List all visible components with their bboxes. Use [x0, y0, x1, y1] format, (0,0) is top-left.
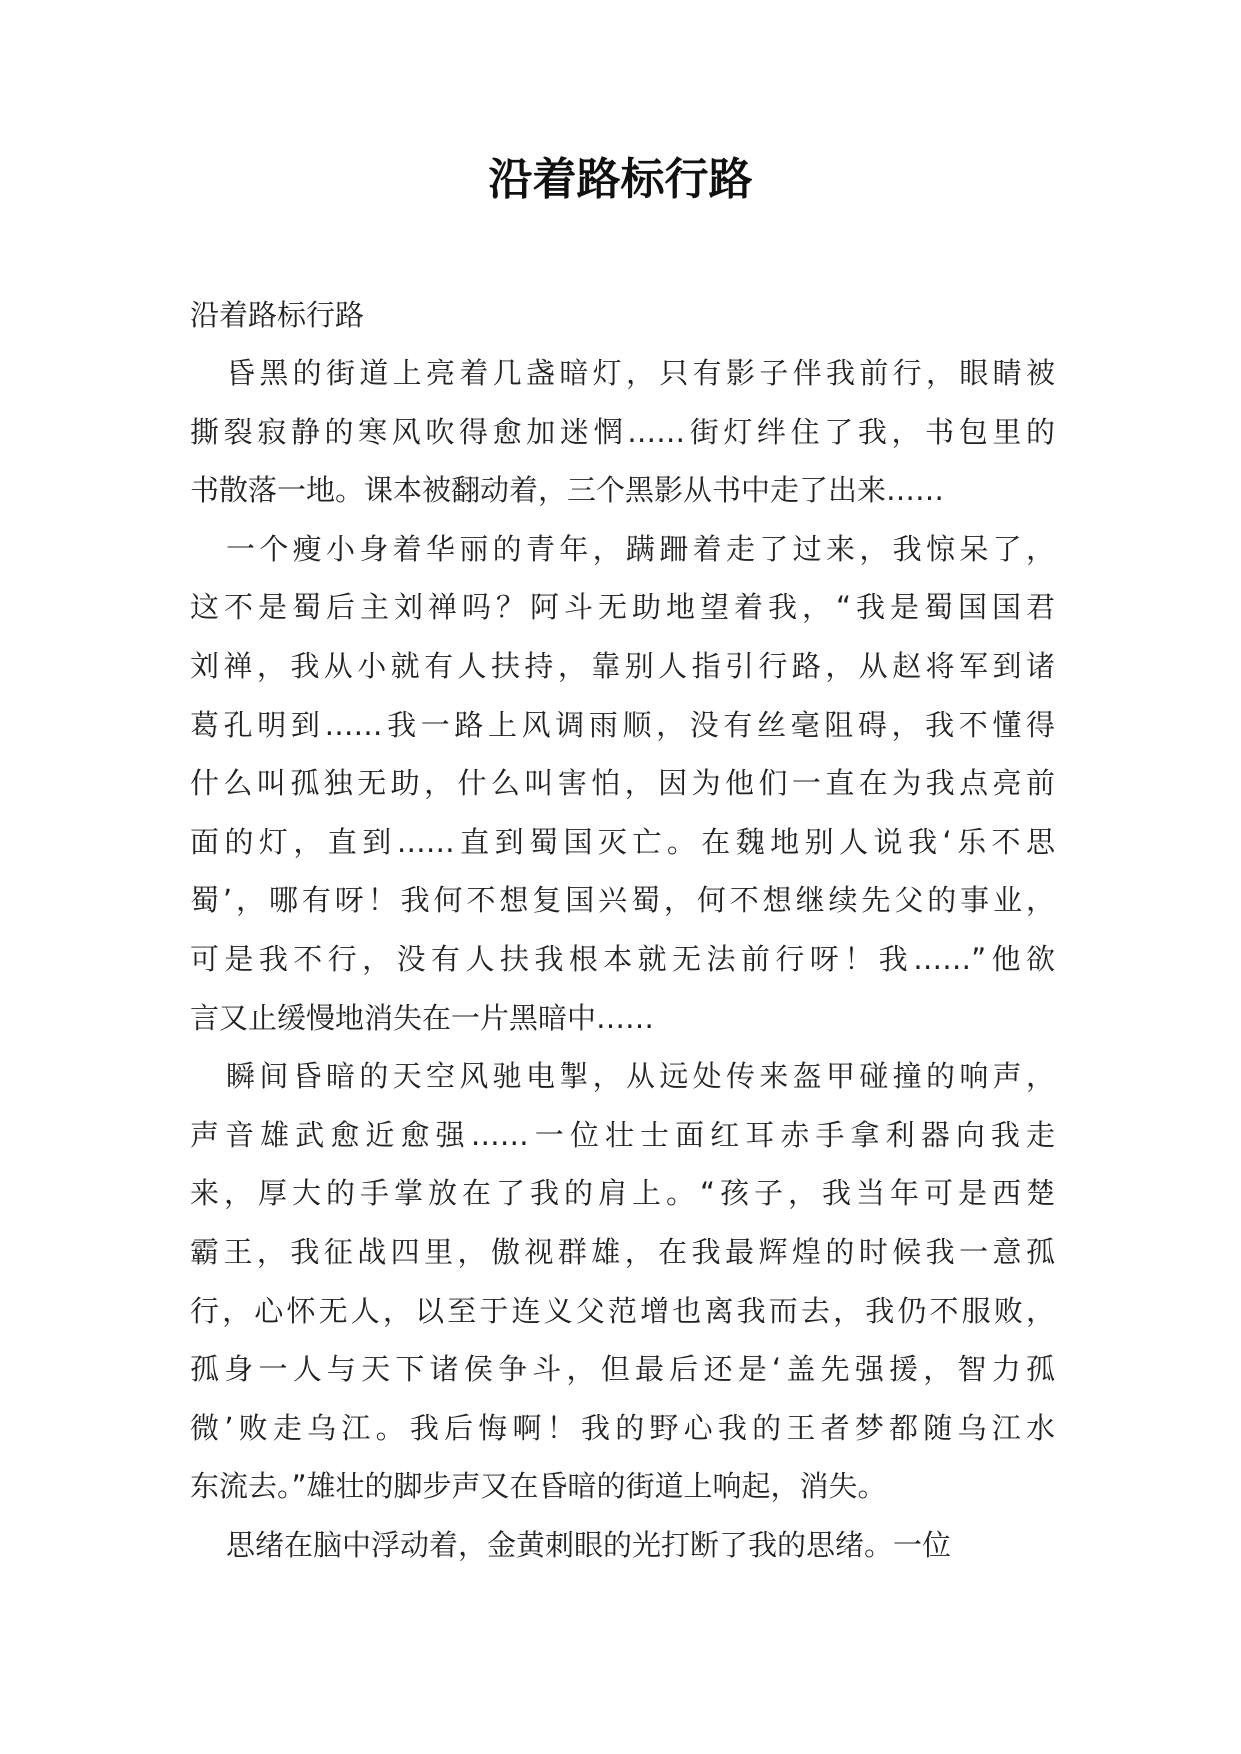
text-line: 撕裂寂静的寒风吹得愈加迷惘……街灯绊住了我，书包里的	[190, 414, 1055, 449]
text-line: 可是我不行，没有人扶我根本就无法前行呀！我……”他欲	[190, 941, 1055, 976]
text-line: 什么叫孤独无助，什么叫害怕，因为他们一直在为我点亮前	[190, 766, 1055, 801]
text-line: 思绪在脑中浮动着，金黄刺眼的光打断了我的思绪。一位	[226, 1527, 952, 1562]
document-body	[190, 286, 1055, 1574]
paragraph	[190, 520, 1055, 1047]
paragraph	[190, 344, 1055, 520]
paragraph	[190, 1516, 1055, 1575]
document-title: 沿着路标行路	[488, 154, 753, 205]
text-line: 这不是蜀后主刘禅吗？阿斗无助地望着我，“我是蜀国国君	[190, 590, 1055, 625]
document-subtitle: 沿着路标行路	[190, 298, 365, 332]
text-line: 书散落一地。课本被翻动着，三个黑影从书中走了出来……	[190, 473, 945, 508]
text-line: 行，心怀无人，以至于连义父范增也离我而去，我仍不服败，	[190, 1293, 1055, 1328]
text-line: 葛孔明到……我一路上风调雨顺，没有丝毫阻碍，我不懂得	[190, 707, 1055, 742]
text-line: 面的灯，直到……直到蜀国灭亡。在魏地别人说我‘乐不思	[190, 824, 1055, 859]
text-line: 微’败走乌江。我后悔啊！我的野心我的王者梦都随乌江水	[190, 1410, 1055, 1445]
text-line: 言又止缓慢地消失在一片黑暗中……	[190, 1000, 655, 1035]
text-line: 瞬间昏暗的天空风驰电掣，从远处传来盔甲碰撞的响声，	[226, 1059, 1055, 1094]
text-line: 刘禅，我从小就有人扶持，靠别人指引行路，从赵将军到诸	[190, 648, 1055, 683]
text-line: 蜀’，哪有呀！我何不想复国兴蜀，何不想继续先父的事业，	[190, 883, 1055, 918]
text-line: 一个瘦小身着华丽的青年，蹒跚着走了过来，我惊呆了，	[226, 531, 1055, 566]
text-line: 声音雄武愈近愈强……一位壮士面红耳赤手拿利器向我走	[190, 1117, 1055, 1152]
text-line: 昏黑的街道上亮着几盏暗灯，只有影子伴我前行，眼睛被	[226, 356, 1055, 390]
text-line: 来，厚大的手掌放在了我的肩上。“孩子，我当年可是西楚	[190, 1176, 1055, 1211]
text-line: 霸王，我征战四里，傲视群雄，在我最辉煌的时候我一意孤	[190, 1234, 1055, 1269]
paragraph	[190, 1047, 1055, 1516]
text-line: 孤身一人与天下诸侯争斗，但最后还是‘盖先强援，智力孤	[190, 1352, 1055, 1387]
text-line: 东流去。”雄壮的脚步声又在昏暗的街道上响起，消失。	[190, 1469, 887, 1504]
